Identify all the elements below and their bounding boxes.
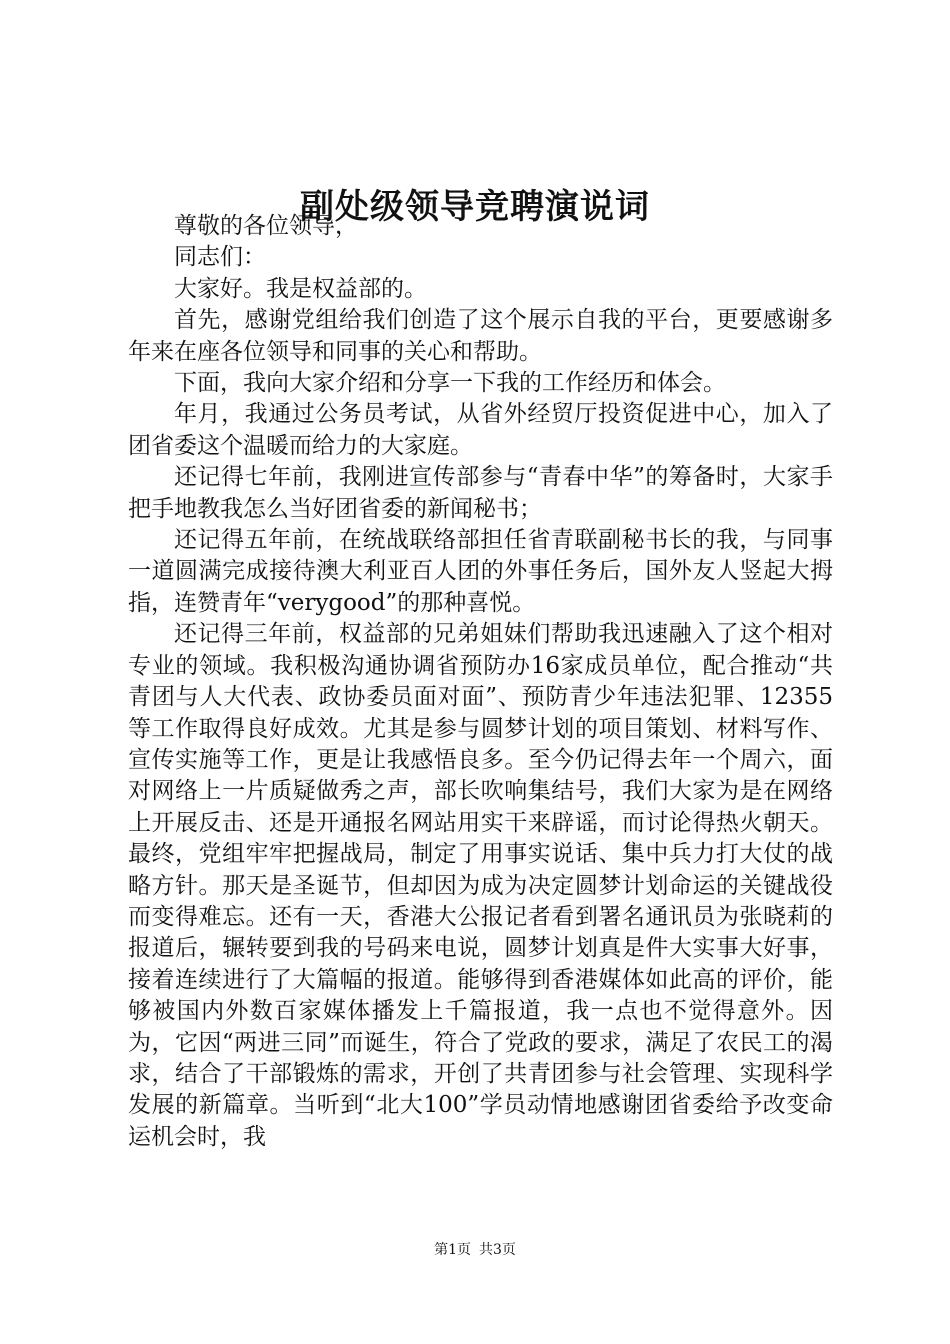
- salutation-line: 尊敬的各位领导，: [174, 213, 358, 239]
- body-paragraph: 下面，我向大家介绍和分享一下我的工作经历和体会。: [174, 370, 726, 397]
- body-paragraph: 还记得五年前，在统战联络部担任省青联副秘书长的我，与同事一道圆满完成接待澳大利亚百人团的外事任务后，国外友人竖起大拇指，连赞青年“verygood”的那种喜悦。: [128, 527, 833, 616]
- document-body: [128, 211, 833, 1153]
- page-number: 第1页: [434, 1242, 471, 1258]
- page-total: 共3页: [479, 1242, 516, 1258]
- body-paragraph: 首先，感谢党组给我们创造了这个展示自我的平台，更要感谢多年来在座各位领导和同事的关心和帮助。: [128, 307, 833, 365]
- salutation-line: 同志们：: [174, 244, 266, 271]
- body-paragraph: 年月，我通过公务员考试，从省外经贸厅投资促进中心，加入了团省委这个温暖而给力的大家庭。: [128, 401, 833, 459]
- body-paragraph: 还记得三年前，权益部的兄弟姐妹们帮助我迅速融入了这个相对专业的领域。我积极沟通协调省预防办16家成员单位，配合推动“共青团与人大代表、政协委员面对面”、预防青少年违法犯罪、12355等工作取得良好成效。尤其是参与圆梦计划的项目策划、材料写作、宣传实施等工作，更是让我感悟良多。至今仍记得去年一个周六，面对网络上一片质疑做秀之声，部长吹响集结号，我们大家为是在网络上开展反击、还是开通报名网站用实干来辟谣，而讨论得热火朝天。最终，党组牢牢把握战局，制定了用事实说话、集中兵力打大仗的战略方针。那天是圣诞节，但却因为成为决定圆梦计划命运的关键战役而变得难忘。还有一天，香港大公报记者看到署名通讯员为张晓莉的报道后，辗转要到我的号码来电说，圆梦计划真是件大实事大好事，接着连续进行了大篇幅的报道。能够得到香港媒体如此高的评价，能够被国内外数百家媒体播发上千篇报道，我一点也不觉得意外。因为，它因“两进三同”而诞生，符合了党政的要求，满足了农民工的渴求，结合了干部锻炼的需求，开创了共青团参与社会管理、实现科学发展的新篇章。当听到“北大100”学员动情地感谢团省委给予改变命运机会时，我: [128, 621, 833, 1150]
- body-paragraph: 大家好。我是权益部的。: [174, 275, 427, 302]
- document-title: 副处级领导竞聘演说词: [300, 187, 650, 227]
- page-footer: [0, 1240, 950, 1260]
- body-paragraph: 还记得七年前，我刚进宣传部参与“青春中华”的筹备时，大家手把手地教我怎么当好团省委的新闻秘书；: [128, 464, 833, 522]
